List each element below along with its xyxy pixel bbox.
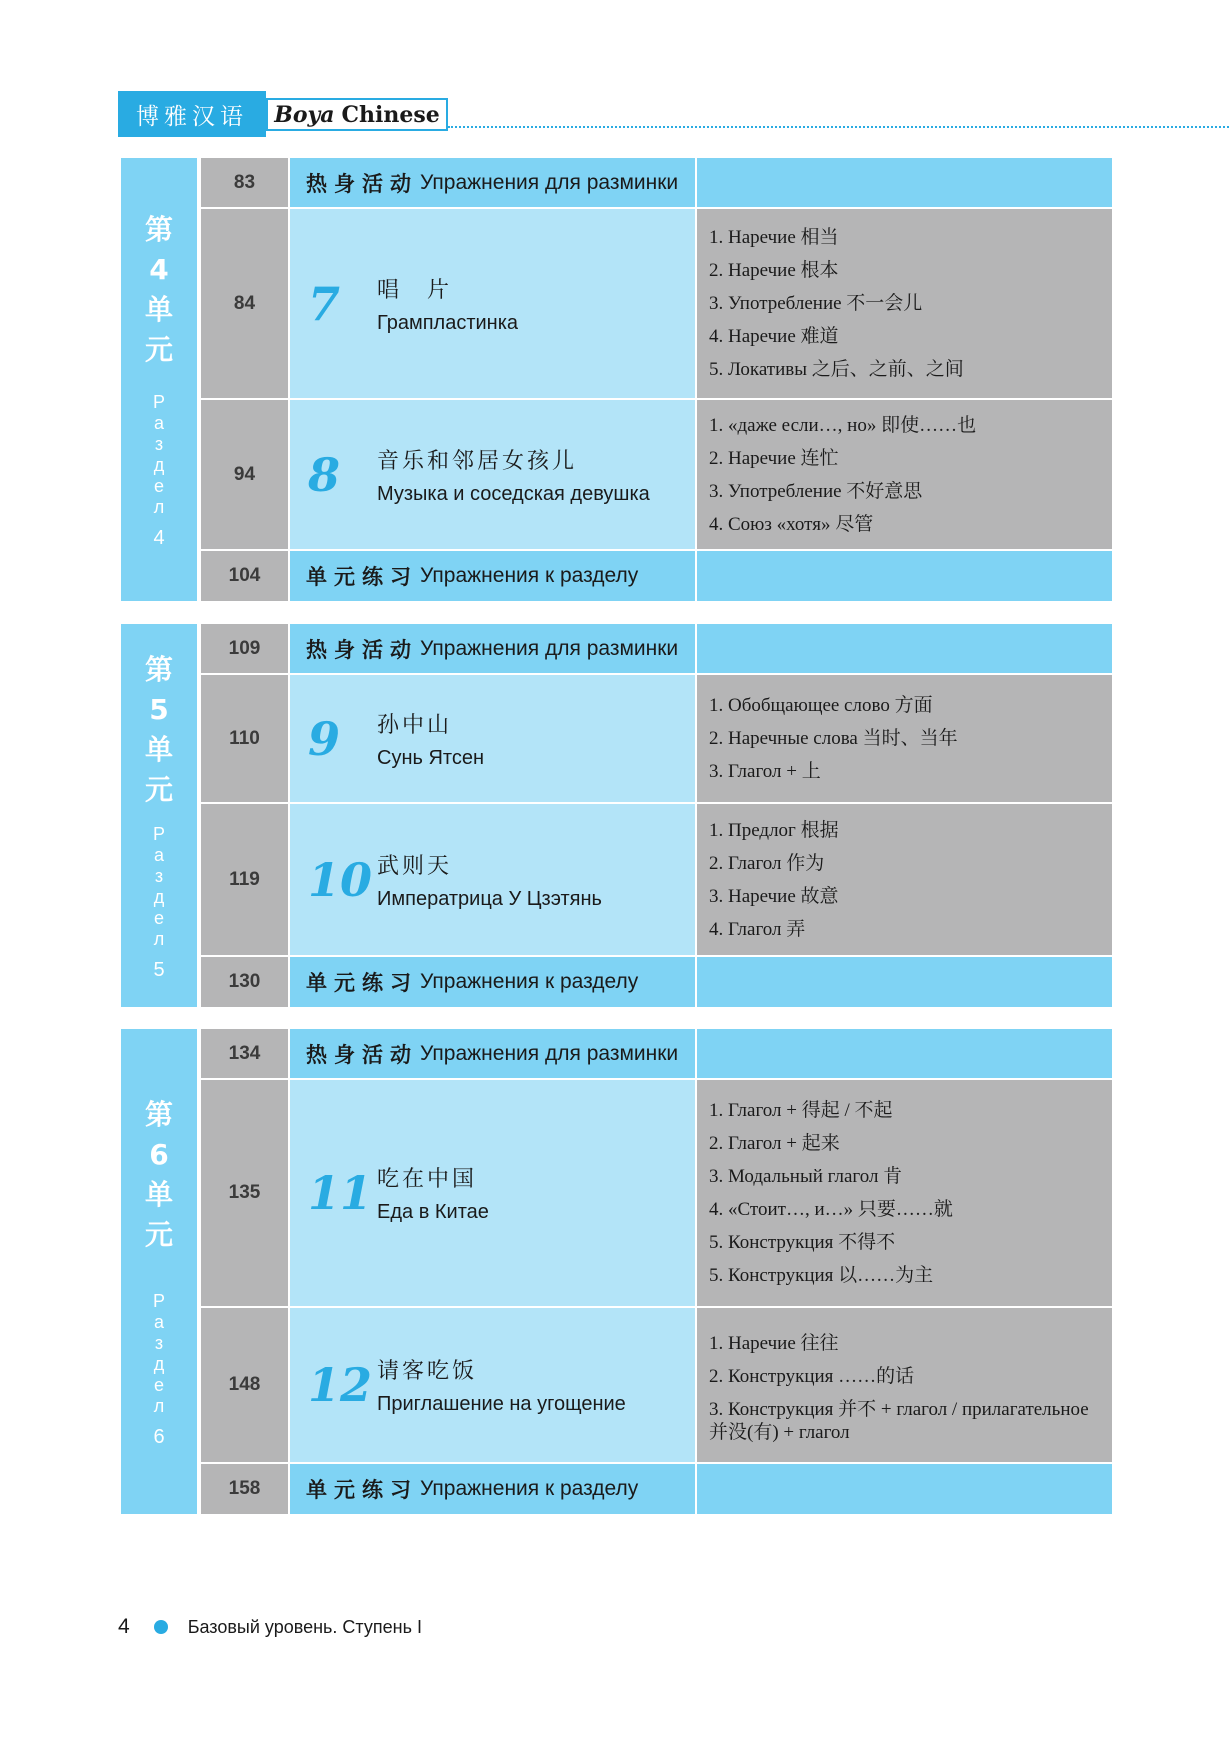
page-number: 110 xyxy=(201,675,288,802)
page-number: 84 xyxy=(201,209,288,398)
warmup-title: 热身活动 Упражнения для разминки xyxy=(306,636,679,662)
page-number: 148 xyxy=(201,1308,288,1462)
bullet-dot-icon xyxy=(154,1620,168,1634)
lesson-title-chinese: 吃在中国 xyxy=(377,1167,478,1192)
exercise-title: 单元练习 Упражнения к разделу xyxy=(306,1477,639,1502)
page-number: 158 xyxy=(201,1464,288,1514)
page-header xyxy=(118,91,1229,137)
grammar-list: 1. Обобщающее слово 方面 2. Наречные слова 当时、当年 3. Глагол + 上 xyxy=(709,695,958,782)
book-title-chinese: 博雅汉语 xyxy=(118,91,266,137)
lesson-title-russian: Приглашение на угощение xyxy=(377,1393,626,1415)
grammar-list: 1. Наречие 往往 2. Конструкция ……的话 3. Конструкция 并不 + глагол / прилагательное 并没(有) + глагол xyxy=(709,1332,1089,1443)
warmup-title: 热身活动 Упражнения для разминки xyxy=(306,1041,679,1067)
page-number: 135 xyxy=(201,1080,288,1306)
book-title-english xyxy=(266,98,448,131)
page-number: 119 xyxy=(201,804,288,955)
unit-label-chinese: 第 6 单 元 xyxy=(144,1097,173,1251)
lesson-row xyxy=(201,209,1112,398)
page-number: 109 xyxy=(201,624,288,673)
unit-label-russian: Р а з д е л xyxy=(152,391,165,517)
lesson-title-chinese: 武则天 xyxy=(377,853,453,879)
book-title-word: Chinese xyxy=(341,101,440,128)
footer-level-text: Базовый уровень. Ступень I xyxy=(187,1616,422,1637)
book-title-italic: Boya xyxy=(274,101,335,128)
grammar-list: 1. Глагол + 得起 / 不起 2. Глагол + 起来 3. Модальный глагол 肯 4. «Стоит…, и…» 只要……就 5. Конструкция 不得不 5. Конструкция 以……为主 xyxy=(709,1100,953,1286)
lesson-number: 8 xyxy=(308,447,341,502)
unit-5-block xyxy=(121,624,1112,1007)
unit-5-label xyxy=(121,624,197,1007)
lesson-title-russian: Императрица У Цзэтянь xyxy=(377,887,602,910)
grammar-list: 1. «даже если…, но» 即使……也 2. Наречие 连忙 3. Употребление 不好意思 4. Союз «хотя» 尽管 xyxy=(709,414,977,535)
lesson-number: 12 xyxy=(308,1358,373,1412)
unit-label-number: 4 xyxy=(153,526,165,549)
footer-page-number: 4 xyxy=(118,1615,130,1638)
lesson-title-chinese: 唱 片 xyxy=(377,277,453,303)
lesson-row xyxy=(201,400,1112,549)
page-number: 94 xyxy=(201,400,288,549)
lesson-number: 7 xyxy=(308,276,341,331)
page-number: 134 xyxy=(201,1029,288,1078)
exercise-row xyxy=(201,1464,1112,1514)
lesson-number: 9 xyxy=(308,711,341,766)
unit-label-number: 5 xyxy=(153,958,165,981)
unit-label-russian: Р а з д е л xyxy=(152,823,165,949)
page-footer xyxy=(118,1612,422,1642)
grammar-list: 1. Наречие 相当 2. Наречие 根本 3. Употребление 不一会儿 4. Наречие 难道 5. Локативы 之后、之前、之间 xyxy=(709,227,964,380)
warmup-title: 热身活动 Упражнения для разминки xyxy=(306,170,679,196)
unit-label-chinese: 第 4 单 元 xyxy=(144,212,173,366)
exercise-title: 单元练习 Упражнения к разделу xyxy=(306,564,639,589)
lesson-row xyxy=(201,1080,1112,1306)
unit-6-block xyxy=(121,1029,1112,1514)
exercise-row xyxy=(201,551,1112,601)
page-number: 83 xyxy=(201,158,288,207)
lesson-title-chinese: 孙中山 xyxy=(377,712,453,738)
exercise-row xyxy=(201,957,1112,1007)
lesson-title-russian: Еда в Китае xyxy=(377,1201,489,1223)
unit-label-number: 6 xyxy=(153,1425,165,1448)
unit-label-chinese: 第 5 单 元 xyxy=(144,652,173,806)
lesson-row xyxy=(201,675,1112,802)
lesson-row xyxy=(201,1308,1112,1462)
lesson-number: 10 xyxy=(308,852,373,907)
lesson-title-chinese: 请客吃饭 xyxy=(377,1359,478,1384)
lesson-row xyxy=(201,804,1112,955)
unit-6-label xyxy=(121,1029,197,1514)
grammar-list: 1. Предлог 根据 2. Глагол 作为 3. Наречие 故意 4. Глагол 弄 xyxy=(709,819,839,940)
lesson-title-russian: Музыка и соседская девушка xyxy=(377,482,650,505)
warmup-row xyxy=(201,1029,1112,1078)
page-number: 104 xyxy=(201,551,288,601)
page-number: 130 xyxy=(201,957,288,1007)
unit-4-block xyxy=(121,158,1112,601)
lesson-title-russian: Грампластинка xyxy=(377,311,519,334)
exercise-title: 单元练习 Упражнения к разделу xyxy=(306,970,639,995)
unit-label-russian: Р а з д е л xyxy=(152,1290,165,1416)
lesson-title-russian: Сунь Ятсен xyxy=(377,746,485,769)
warmup-row xyxy=(201,624,1112,673)
header-dotted-rule xyxy=(448,126,1229,128)
lesson-title-chinese: 音乐和邻居女孩儿 xyxy=(377,448,578,474)
unit-4-label xyxy=(121,158,197,601)
warmup-row xyxy=(201,158,1112,207)
lesson-number: 11 xyxy=(308,1166,373,1220)
